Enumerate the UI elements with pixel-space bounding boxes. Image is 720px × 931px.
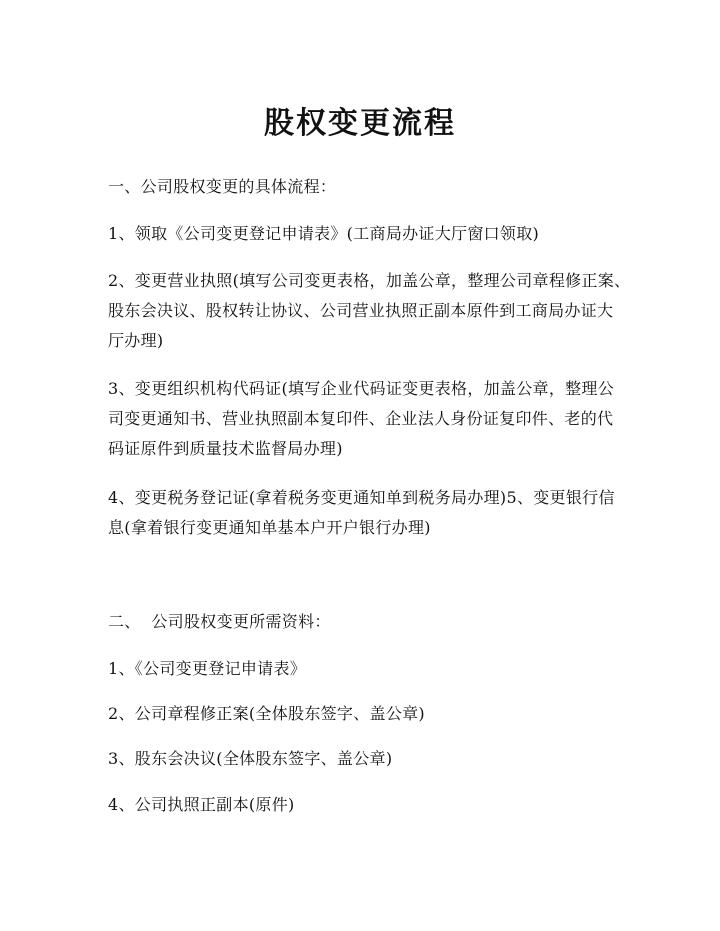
section2-item-3 [108,744,618,774]
section1-item-4 [108,483,618,543]
section2-item-4 [108,790,618,820]
section1-item-2 [108,266,631,356]
section1-item-1-line-1: 1、领取《公司变更登记申请表》(工商局办证大厅窗口领取) [108,224,540,243]
section1-item-2-line-1: 2、变更营业执照(填写公司变更表格，加盖公章，整理公司章程修正案、 [108,271,631,290]
section1-item-3 [108,374,618,464]
section2-item-4-line-1: 4、公司执照正副本(原件) [108,795,295,814]
section2-item-3-line-1: 3、股东会决议(全体股东签字、盖公章) [108,749,393,768]
section1-item-4-line-1: 4、变更税务登记证(拿着税务变更通知单到税务局办理)5、变更银行信 [108,488,615,507]
section2-heading-text: 二、 公司股权变更所需资料： [108,612,331,631]
section1-item-3-line-3: 码证原件到质量技术监督局办理) [108,439,343,458]
section1-heading-text: 一、公司股权变更的具体流程： [108,177,337,196]
section2-item-1 [108,654,618,684]
section1-item-1 [108,219,618,249]
section1-heading [108,172,618,202]
section1-item-2-line-2: 股东会决议、股权转让协议、公司营业执照正副本原件到工商局办证大 [108,301,614,320]
page-title: 股权变更流程 [264,106,456,141]
section2-item-1-line-1: 1、《公司变更登记申请表》 [108,659,307,678]
section1-item-3-line-1: 3、变更组织机构代码证(填写企业代码证变更表格，加盖公章，整理公 [108,379,615,398]
section2-item-2-line-1: 2、公司章程修正案(全体股东签字、盖公章) [108,704,425,723]
section1-item-4-line-2: 息(拿着银行变更通知单基本户开户银行办理) [108,518,431,537]
section1-item-3-line-2: 司变更通知书、营业执照副本复印件、企业法人身份证复印件、老的代 [108,409,614,428]
section2-heading [108,607,618,637]
section2-item-2 [108,699,618,729]
section1-item-2-line-3: 厅办理) [108,331,164,350]
